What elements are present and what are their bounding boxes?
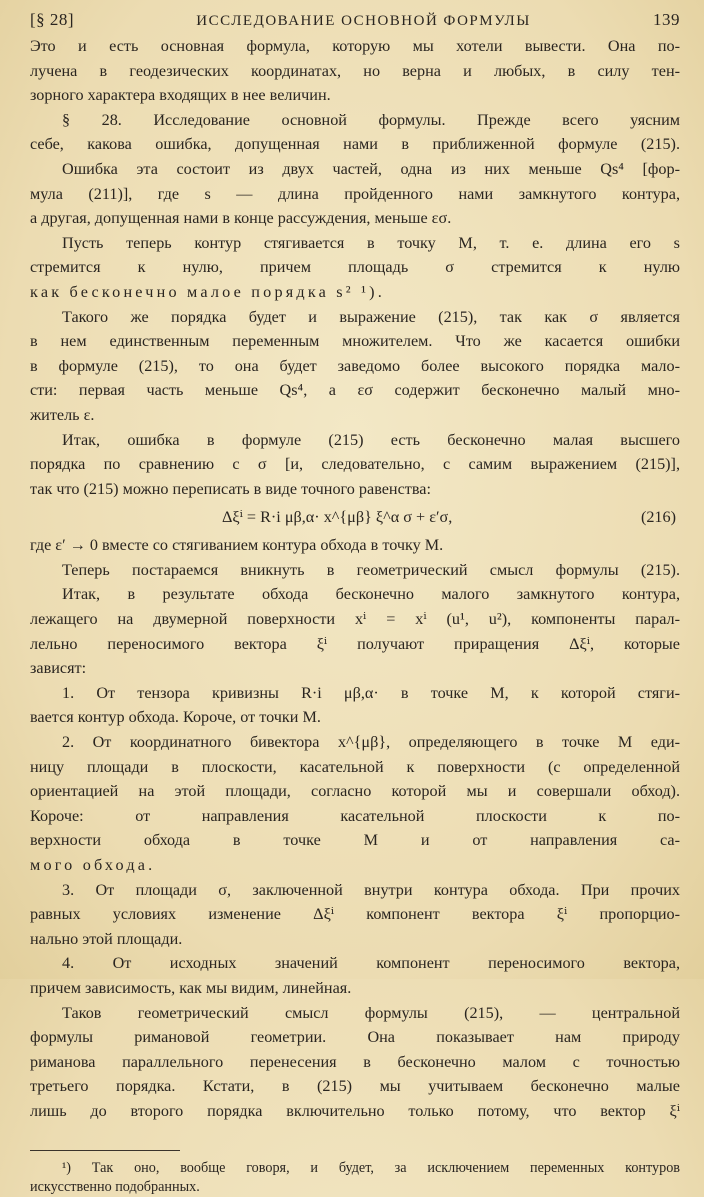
footnote bbox=[30, 1159, 680, 1197]
text-line: так что (215) можно переписать в виде точного равенства: bbox=[30, 479, 431, 498]
list-item-line: равных условиях изменение Δξⁱ компонент вектора ξⁱ пропорцио- bbox=[30, 905, 680, 924]
text-line: житель ε. bbox=[30, 405, 95, 424]
text-line: лельно переносимого вектора ξⁱ получают приращения Δξⁱ, которые bbox=[30, 634, 680, 653]
section-heading-line: § 28. Исследование основной формулы. Прежде всего уясним bbox=[62, 110, 680, 129]
text-line: зорного характера входящих в нее величин. bbox=[30, 86, 331, 105]
list-item-line: 3. От площади σ, заключенной внутри контура обхода. При прочих bbox=[62, 880, 680, 899]
text-line: зависят: bbox=[30, 659, 87, 678]
list-item-line: ницу площади в плоскости, касательной к поверхности (с определенной bbox=[30, 757, 680, 776]
footnote-divider bbox=[30, 1150, 180, 1151]
text-line: в формуле (215), то она будет заведомо более высокого порядка мало- bbox=[30, 356, 680, 375]
text-line: Это и есть основная формула, которую мы хотели вывести. Она по- bbox=[30, 37, 680, 55]
text-line: сти: первая часть меньше Qs⁴, а εσ содержит бесконечно малый мно- bbox=[30, 381, 680, 400]
text-line: риманова параллельного перенесения в бесконечно малом с точностью bbox=[30, 1052, 680, 1071]
text-line: Такого же порядка будет и выражение (215), так как σ является bbox=[62, 307, 680, 326]
text-line: лучена в геодезических координатах, но верна и любых, в силу тен- bbox=[30, 61, 680, 80]
text-line: себе, какова ошибка, допущенная нами в приближенной формуле (215). bbox=[30, 135, 680, 154]
text-line: Теперь постараемся вникнуть в геометрический смысл формулы (215). bbox=[62, 560, 680, 579]
list-item-line: 1. От тензора кривизны R·i μβ,α· в точке M, к которой стяги- bbox=[62, 683, 680, 702]
text-line: Итак, в результате обхода бесконечно малого замкнутого контура, bbox=[62, 585, 680, 604]
footnote-line: искусственно подобранных. bbox=[30, 1178, 200, 1195]
list-item-line: верхности обхода в точке M и от направления са- bbox=[30, 831, 680, 850]
section-marker: [§ 28] bbox=[30, 10, 75, 29]
equation-number: (216) bbox=[640, 508, 676, 527]
list-item-line: 2. От координатного бивектора x^{μβ}, определяющего в точке M еди- bbox=[62, 733, 680, 752]
body-text bbox=[30, 34, 680, 1124]
equation-216 bbox=[30, 501, 680, 533]
list-item-line: вается контур обхода. Короче, от точки M. bbox=[30, 708, 321, 727]
text-line: а другая, допущенная нами в конце рассуждения, меньше εσ. bbox=[30, 209, 452, 228]
text-line: Таков геометрический смысл формулы (215), — центральной bbox=[62, 1003, 680, 1022]
page-number: 139 bbox=[653, 10, 680, 29]
text-line: стремится к нулю, причем площадь σ стремится к нулю bbox=[30, 258, 680, 277]
text-line: мула (211)], где s — длина пройденного нами замкнутого контура, bbox=[30, 184, 680, 203]
list-item-line: 4. От исходных значений компонент переносимого вектора, bbox=[62, 954, 680, 973]
list-item-line: Короче: от направления касательной плоскости к по- bbox=[30, 806, 680, 825]
text-line: Пусть теперь контур стягивается в точку M, т. е. длина его s bbox=[62, 233, 680, 252]
footnote-line: ¹) Так оно, вообще говоря, и будет, за исключением переменных контуров bbox=[62, 1159, 680, 1176]
list-item-line: мого обхода. bbox=[30, 856, 156, 874]
equation-text: Δξⁱ = R·i μβ,α· x^{μβ} ξ^α σ + ε′σ, bbox=[222, 508, 453, 527]
text-line: третьего порядка. Кстати, в (215) мы учитываем бесконечно малые bbox=[30, 1077, 680, 1096]
list-item-line: причем зависимость, как мы видим, линейная. bbox=[30, 978, 352, 997]
list-item-line: нально этой площади. bbox=[30, 929, 183, 948]
book-page bbox=[30, 10, 680, 1197]
text-line: лежащего на двумерной поверхности xⁱ = xⁱ (u¹, u²), компоненты парал- bbox=[30, 610, 680, 629]
text-line: где ε′ → 0 вместе со стягиванием контура обхода в точку M. bbox=[30, 536, 444, 555]
text-line: формулы римановой геометрии. Она показывает нам природу bbox=[30, 1028, 680, 1047]
list-item-line: ориентацией на этой площади, согласно которой мы и совершали обход). bbox=[30, 782, 680, 801]
text-line: порядка по сравнению с σ [и, следовательно, с самим выражением (215)], bbox=[30, 455, 680, 474]
text-line: в нем единственным переменным множителем. Что же касается ошибки bbox=[30, 332, 680, 351]
text-line: Ошибка эта состоит из двух частей, одна из них меньше Qs⁴ [фор- bbox=[62, 159, 680, 178]
running-header bbox=[30, 10, 680, 30]
running-title: ИССЛЕДОВАНИЕ ОСНОВНОЙ ФОРМУЛЫ bbox=[196, 13, 531, 29]
text-line: лишь до второго порядка включительно только потому, что вектор ξⁱ bbox=[30, 1101, 680, 1120]
text-line: как бесконечно малое порядка s² ¹). bbox=[30, 282, 385, 301]
text-line: Итак, ошибка в формуле (215) есть бесконечно малая высшего bbox=[62, 430, 680, 449]
